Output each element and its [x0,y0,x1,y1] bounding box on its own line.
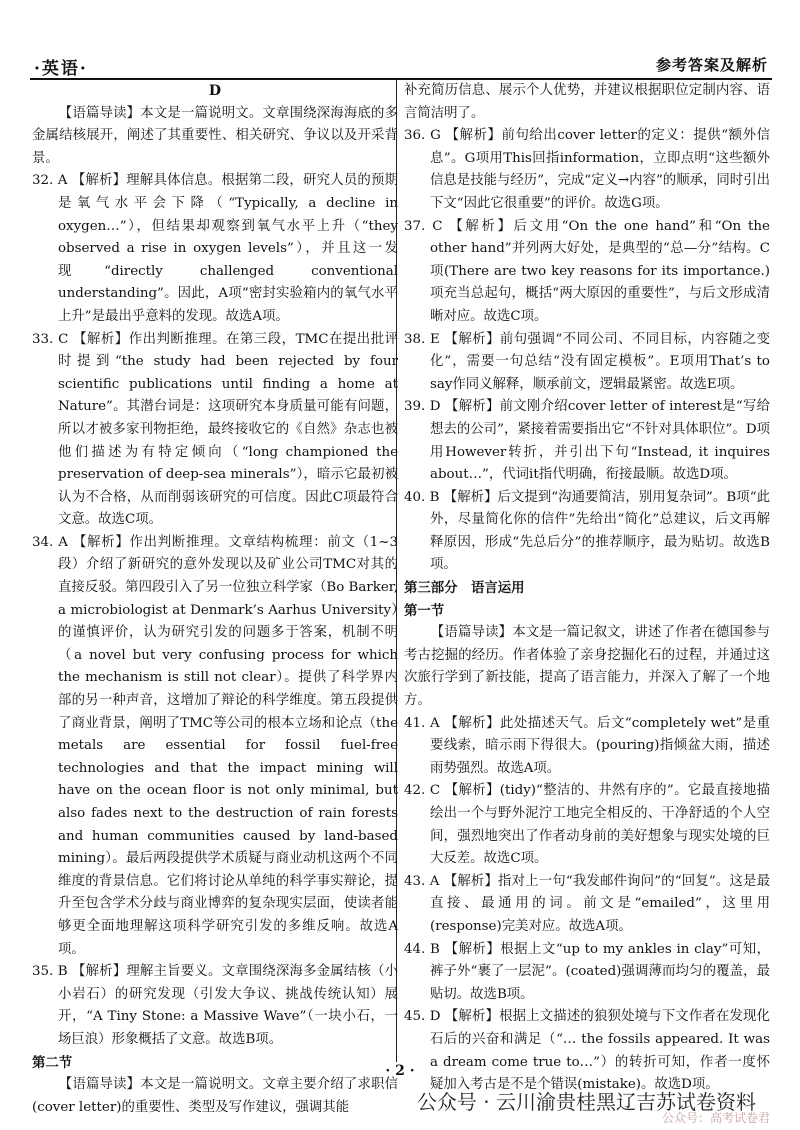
part-heading: 第三部分 语言运用 [404,580,525,597]
answer-item: 43. A 【解析】指对上一句“我发邮件询问”的“回复”。这是最直接、最通用的词。前文是“emailed”，这里用(response)完美对应。故选A项。 [404,873,770,934]
answer-item: 41. A 【解析】此处描述天气。后文“completely wet”是重要线索，暗示雨下得很大。(pouring)指倾盆大雨，描述雨势强烈。故选A项。 [404,715,770,776]
passage-intro: 【语篇导读】本文是一篇说明文。文章主要介绍了求职信(cover letter)的重要性、类型及写作建议，强调其能 [32,1077,398,1115]
page-header [30,50,772,80]
answer-item: 42. C 【解析】(tidy)“整洁的、井然有序的”。它最直接地描绘出一个与野外泥泞工地完全相反的、干净舒适的个人空间，强烈地突出了作者动身前的美好想象与现实处境的巨大反差。故选C项。 [404,783,770,867]
page-number: · 2 · [385,1063,415,1079]
answer-item: 32. A 【解析】理解具体信息。根据第二段，研究人员的预期是氧气水平会下降（“Typically, a decline in oxygen…”），但结果却观察到氧气水平上升（“they observed a rise in oxygen levels”），并且这一发现“directly challenged conventional understanding”。因此，A项“密封实验箱内的氧气水平上升”是最出乎意料的发现。故选A项。 [32,173,398,324]
answer-item: 39. D 【解析】前文刚介绍cover letter of interest是“写给想去的公司”，紧接着需要指出它“不针对具体职位”。D项用However转折，并引出下句“Instead, it inquires about…”，代词it指代明确，衔接最顺。故选D项。 [404,399,770,483]
answer-item: 40. B 【解析】后文提到“沟通要简洁，别用复杂词”。B项“此外，尽量简化你的信件”先给出“简化”总建议，后文再解释原因，形成“先总后分”的推荐顺序，最为贴切。故选B项。 [404,489,770,573]
subsection-heading: 第一节 [404,602,445,619]
answer-item: 45. D 【解析】根据上文描述的狼狈处境与下文作者在发现化石后的兴奋和满足（“… the fossils appeared. It was a dream come true to…”）的转折可知，作者一度怀疑加入考古是不是个错误(mistake)。故选D项。 [404,1009,770,1093]
watermark-small-text: 公众号：高考试卷君 [661,1111,770,1125]
subject-label: ·英语· [34,59,88,79]
subsection-heading: 第二节 [32,1054,73,1071]
answer-item: 36. G 【解析】前句给出cover letter的定义：提供“额外信息”。G项用This回指information，立即点明“这些额外信息是技能与经历”，完成“定义→内容”的顺承，同时引出下文“因此它很重要”的评价。故选G项。 [404,128,770,211]
answer-item: 35. B 【解析】理解主旨要义。文章围绕深海多金属结核（小小岩石）的研究发现（引发大争议、挑战传统认知）展开，“A Tiny Stone: a Massive Wave”（一块小石，一场巨浪）形象概括了文意。故选B项。 [32,964,398,1047]
answer-item: 37. C 【解析】后文用“On the one hand”和“On the other hand”并列两大好处，是典型的“总—分”结构。C项(There are two key reasons for its importance.)项充当总起句，概括“两大原因的重要性”，与后文形成清晰对应。故选C项。 [404,218,770,324]
header-title: 参考答案及解析 [655,56,768,74]
answer-item: 33. C 【解析】作出判断推理。在第三段，TMC在提出批评时提到“the study had been rejected by four scientific publications until finding a home at Nature”。其潜台词是：这项研究本身质量可能有问题，所以才被多家刊物拒绝，最终接收它的《自然》杂志也被他们描述为有特定倾向（“long championed the preservation of deep-sea minerals”），暗示它最初被认为不合格，从而削弱该研究的可信度。因此C项最符合文意。故选C项。 [32,331,398,528]
answer-item: 44. B 【解析】根据上文“up to my ankles in clay”可知，裤子外“裹了一层泥”。(coated)强调薄而均匀的覆盖，最贴切。故选B项。 [404,941,770,1002]
passage-intro: 【语篇导读】本文是一篇说明文。文章围绕深海海底的多金属结核展开，阐述了其重要性、相关研究、争议以及开采背景。 [32,105,398,166]
answer-item: 34. A 【解析】作出判断推理。文章结构梳理：前文（1~3段）介绍了新研究的意外发现以及矿业公司TMC对其的直接反驳。第四段引入了另一位独立科学家（Bo Barker, a microbiologist at Denmark’s Aarhus University）的谨慎评价，认为研究引发的问题多于答案，机制不明（a novel but very confusing process for which the mechanism is still not clear）。提供了科学界内部的另一种声音，这增加了辩论的科学维度。第五段提供了商业背景，阐明了TMC等公司的根本立场和论点（the metals are essential for fossil fuel-free technologies and that the impact mining will have on the ocean floor is not only minimal, but also fades next to the destruction of rain forests and human communities caused by land-based mining）。最后两段提供学术质疑与商业动机这两个不同维度的背景信息。它们将讨论从单纯的科学事实辩论，提升至包含学术分歧与商业博弈的复杂现实层面，使读者能够更全面地理解这项科学研究引发的多维反响。故选A项。 [32,534,398,957]
left-column [32,80,398,1119]
section-heading: D [208,83,222,99]
passage-intro-continued: 补充简历信息、展示个人优势，并建议根据职位定制内容、语言简洁明了。 [404,83,770,121]
passage-intro: 【语篇导读】本文是一篇记叙文，讲述了作者在德国参与考古挖掘的经历。作者体验了亲身挖掘化石的过程，并通过这次旅行学到了新技能，提高了语言能力，并深入了解了一个地方。 [404,625,770,709]
answer-item: 38. E 【解析】前句强调“不同公司、不同目标，内容随之变化”，需要一句总结“没有固定模板”。E项用That’s to say作同义解释，顺承前文，逻辑最紧密。故选E项。 [404,331,770,392]
right-column [404,80,770,1097]
watermark-text: 公众号 · 云川渝贵桂黑辽吉苏试卷资料 [416,1090,756,1114]
